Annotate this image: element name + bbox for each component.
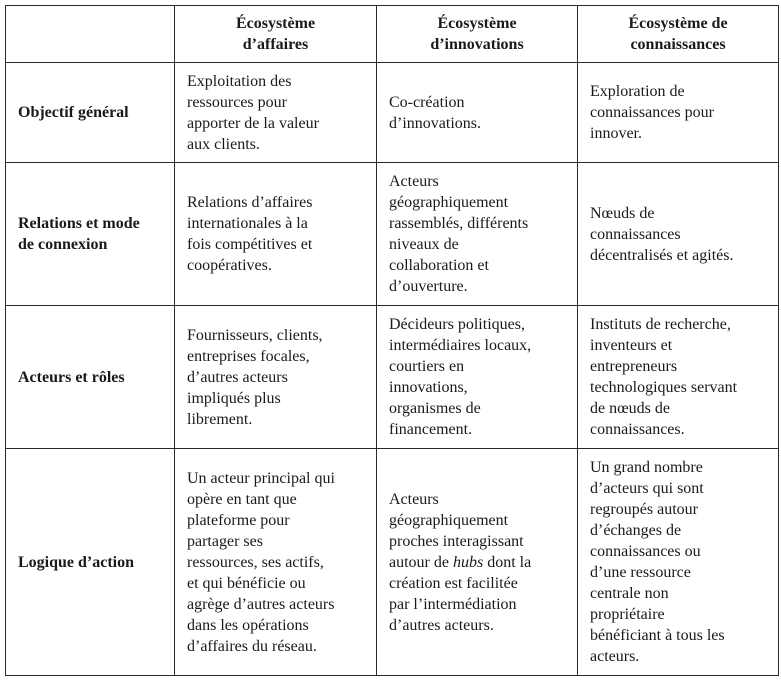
table-cell: Exploration de connaissances pour innover.: [578, 63, 779, 163]
table-cell: Acteurs géographiquement proches interagissant autour de hubs dont la création est facilitée par l’intermédiation d’autres acteurs.: [377, 449, 578, 676]
table-cell: Un acteur principal qui opère en tant que plateforme pour partager ses ressources, ses actifs, et qui bénéficie ou agrège d’autres acteurs dans les opérations d’affaires du réseau.: [175, 449, 377, 676]
table-row: [6, 449, 779, 676]
table-cell: Co-création d’innovations.: [377, 63, 578, 163]
row-header-acteurs: Acteurs et rôles: [6, 306, 175, 449]
table-cell: Exploitation des ressources pour apporter de la valeur aux clients.: [175, 63, 377, 163]
corner-cell: [6, 6, 175, 63]
column-header-connaissances: Écosystème de connaissances: [578, 6, 779, 63]
table-cell: Relations d’affaires internationales à la fois compétitives et coopératives.: [175, 163, 377, 306]
table-cell: Nœuds de connaissances décentralisés et agités.: [578, 163, 779, 306]
header-row: [6, 6, 779, 63]
italic-term: hubs: [452, 553, 484, 571]
table-cell: Instituts de recherche, inventeurs et entrepreneurs technologiques servant de nœuds de connaissances.: [578, 306, 779, 449]
row-header-objectif: Objectif général: [6, 63, 175, 163]
row-header-logique: Logique d’action: [6, 449, 175, 676]
table-cell: Un grand nombre d’acteurs qui sont regroupés autour d’échanges de connaissances ou d’une ressource centrale non propriétaire bénéficiant à tous les acteurs.: [578, 449, 779, 676]
table-cell: Décideurs politiques, intermédiaires locaux, courtiers en innovations, organismes de financement.: [377, 306, 578, 449]
table-cell: Acteurs géographiquement rassemblés, différents niveaux de collaboration et d’ouverture.: [377, 163, 578, 306]
row-header-relations: Relations et mode de connexion: [6, 163, 175, 306]
comparison-table: [5, 5, 779, 676]
table-cell: Fournisseurs, clients, entreprises focales, d’autres acteurs impliqués plus librement.: [175, 306, 377, 449]
column-header-innovations: Écosystème d’innovations: [377, 6, 578, 63]
table-row: [6, 306, 779, 449]
column-header-affaires: Écosystème d’affaires: [175, 6, 377, 63]
table-row: [6, 163, 779, 306]
table-row: [6, 63, 779, 163]
